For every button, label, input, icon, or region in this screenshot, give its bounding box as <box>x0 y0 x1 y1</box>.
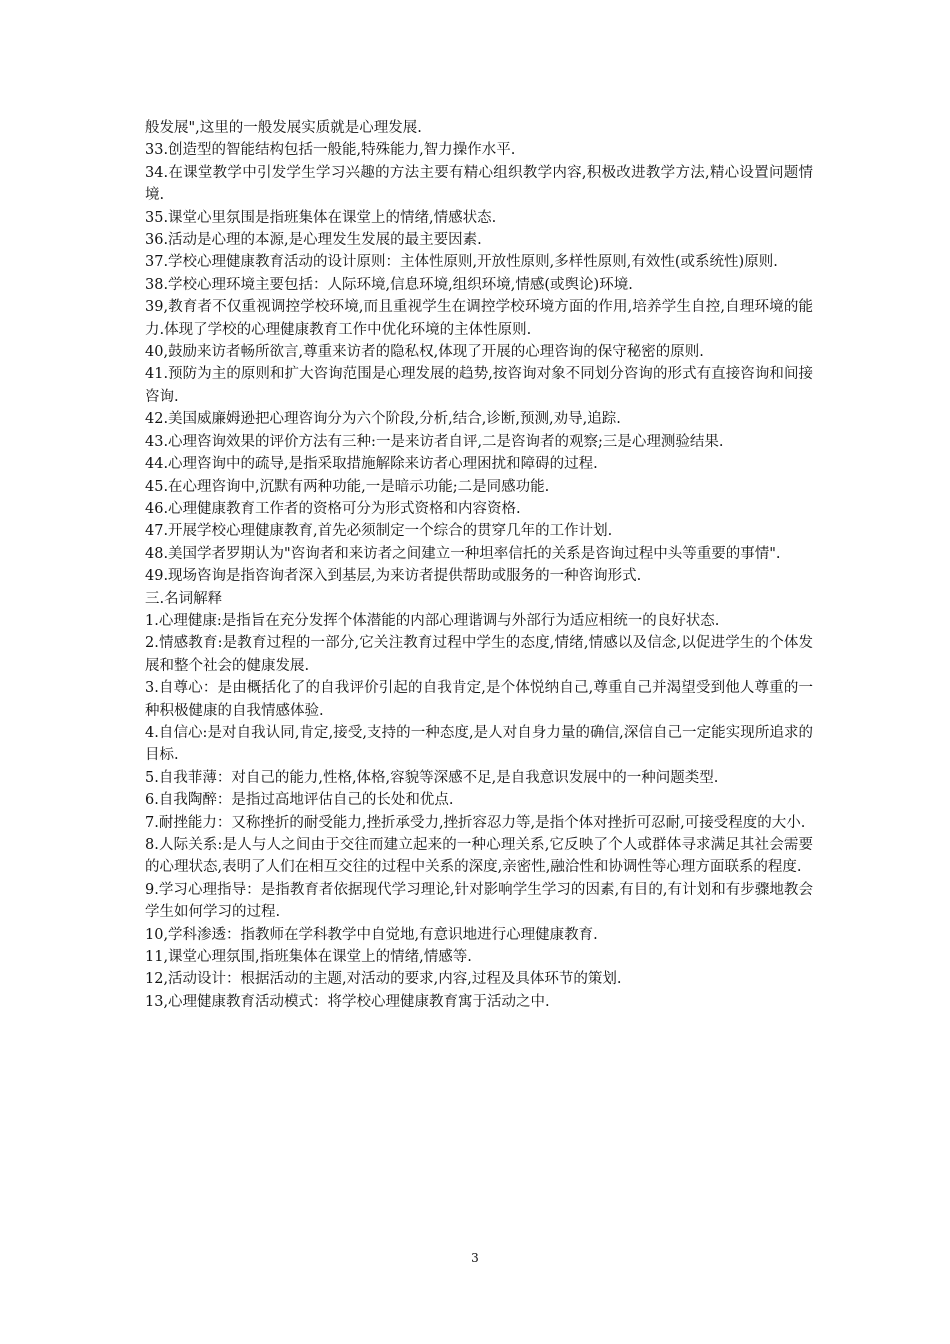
paragraph: 47.开展学校心理健康教育,首先必须制定一个综合的贯穿几年的工作计划. <box>145 523 613 540</box>
paragraph: 般发展",这里的一般发展实质就是心理发展. <box>145 120 422 136</box>
paragraph: 43.心理咨询效果的评价方法有三种:一是来访者自评,二是咨询者的观察;三是心理测验结果. <box>145 433 724 450</box>
paragraph: 48.美国学者罗期认为"咨询者和来访者之间建立一种坦率信托的关系是咨询过程中头等重要的事情". <box>145 545 781 562</box>
paragraph: 44.心理咨询中的疏导,是指采取措施解除来访者心理困扰和障碍的过程. <box>145 456 598 473</box>
paragraph: 42.美国威廉姆逊把心理咨询分为六个阶段,分析,结合,诊断,预测,劝导,追踪. <box>145 411 621 428</box>
paragraph: 8.人际关系:是人与人之间由于交往而建立起来的一种心理关系,它反映了个人或群体寻求满足其社会需要的心理状态,表明了人们在相互交往的过程中关系的深度,亲密性,融洽性和协调性等心理方面联系的程度. <box>145 837 813 876</box>
paragraph: 49.现场咨询是指咨询者深入到基层,为来访者提供帮助或服务的一种咨询形式. <box>145 568 642 585</box>
paragraph: 6.自我陶醉：是指过高地评估自己的长处和优点. <box>145 792 454 809</box>
paragraph: 34.在课堂教学中引发学生学习兴趣的方法主要有精心组织教学内容,积极改进教学方法,精心设置问题情境. <box>145 164 813 204</box>
paragraph: 45.在心理咨询中,沉默有两种功能,一是暗示功能;二是同感功能. <box>145 478 550 495</box>
paragraph: 46.心理健康教育工作者的资格可分为形式资格和内容资格. <box>145 500 521 517</box>
section-heading: 三.名词解释 <box>145 590 223 607</box>
document-body <box>145 117 813 1013</box>
paragraph: 33.创造型的智能结构包括一般能,特殊能力,智力操作水平. <box>145 142 516 159</box>
paragraph: 36.活动是心理的本源,是心理发生发展的最主要因素. <box>145 232 482 249</box>
paragraph: 13,心理健康教育活动模式：将学校心理健康教育寓于活动之中. <box>145 993 550 1010</box>
paragraph: 41.预防为主的原则和扩大咨询范围是心理发展的趋势,按咨询对象不同划分咨询的形式有直接咨询和间接咨询. <box>145 366 813 405</box>
paragraph: 38.学校心理环境主要包括：人际环境,信息环境,组织环境,情感(或舆论)环境. <box>145 276 633 293</box>
paragraph: 37.学校心理健康教育活动的设计原则：主体性原则,开放性原则,多样性原则,有效性(或系统性)原则. <box>145 254 778 271</box>
paragraph: 39,教育者不仅重视调控学校环境,而且重视学生在调控学校环境方面的作用,培养学生自控,自理环境的能力.体现了学校的心理健康教育工作中优化环境的主体性原则. <box>145 299 813 338</box>
paragraph: 4.自信心:是对自我认同,肯定,接受,支持的一种态度,是人对自身力量的确信,深信自己一定能实现所追求的目标. <box>145 724 813 764</box>
page-number: 3 <box>471 1251 479 1265</box>
paragraph: 1.心理健康:是指旨在充分发挥个体潜能的内部心理谐调与外部行为适应相统一的良好状态. <box>145 612 720 629</box>
paragraph: 11,课堂心理氛围,指班集体在课堂上的情绪,情感等. <box>145 949 472 966</box>
paragraph: 35.课堂心里氛围是指班集体在课堂上的情绪,情感状态. <box>145 209 497 226</box>
paragraph: 2.情感教育:是教育过程的一部分,它关注教育过程中学生的态度,情绪,情感以及信念,以促进学生的个体发展和整个社会的健康发展. <box>145 635 813 674</box>
paragraph: 5.自我菲薄：对自己的能力,性格,体格,容貌等深感不足,是自我意识发展中的一种问题类型. <box>145 769 719 786</box>
paragraph: 12,活动设计：根据活动的主题,对活动的要求,内容,过程及具体环节的策划. <box>145 971 622 988</box>
paragraph: 9.学习心理指导：是指教育者依据现代学习理论,针对影响学生学习的因素,有目的,有计划和有步骤地教会学生如何学习的过程. <box>145 881 813 921</box>
paragraph: 3.自尊心：是由概括化了的自我评价引起的自我肯定,是个体悦纳自己,尊重自己并渴望受到他人尊重的一种积极健康的自我情感体验. <box>145 680 813 719</box>
paragraph: 40,鼓励来访者畅所欲言,尊重来访者的隐私权,体现了开展的心理咨询的保守秘密的原则. <box>145 344 704 361</box>
paragraph: 7.耐挫能力：又称挫折的耐受能力,挫折承受力,挫折容忍力等,是指个体对挫折可忍耐,可接受程度的大小. <box>145 814 806 831</box>
paragraph: 10,学科渗透：指教师在学科教学中自觉地,有意识地进行心理健康教育. <box>145 926 598 943</box>
